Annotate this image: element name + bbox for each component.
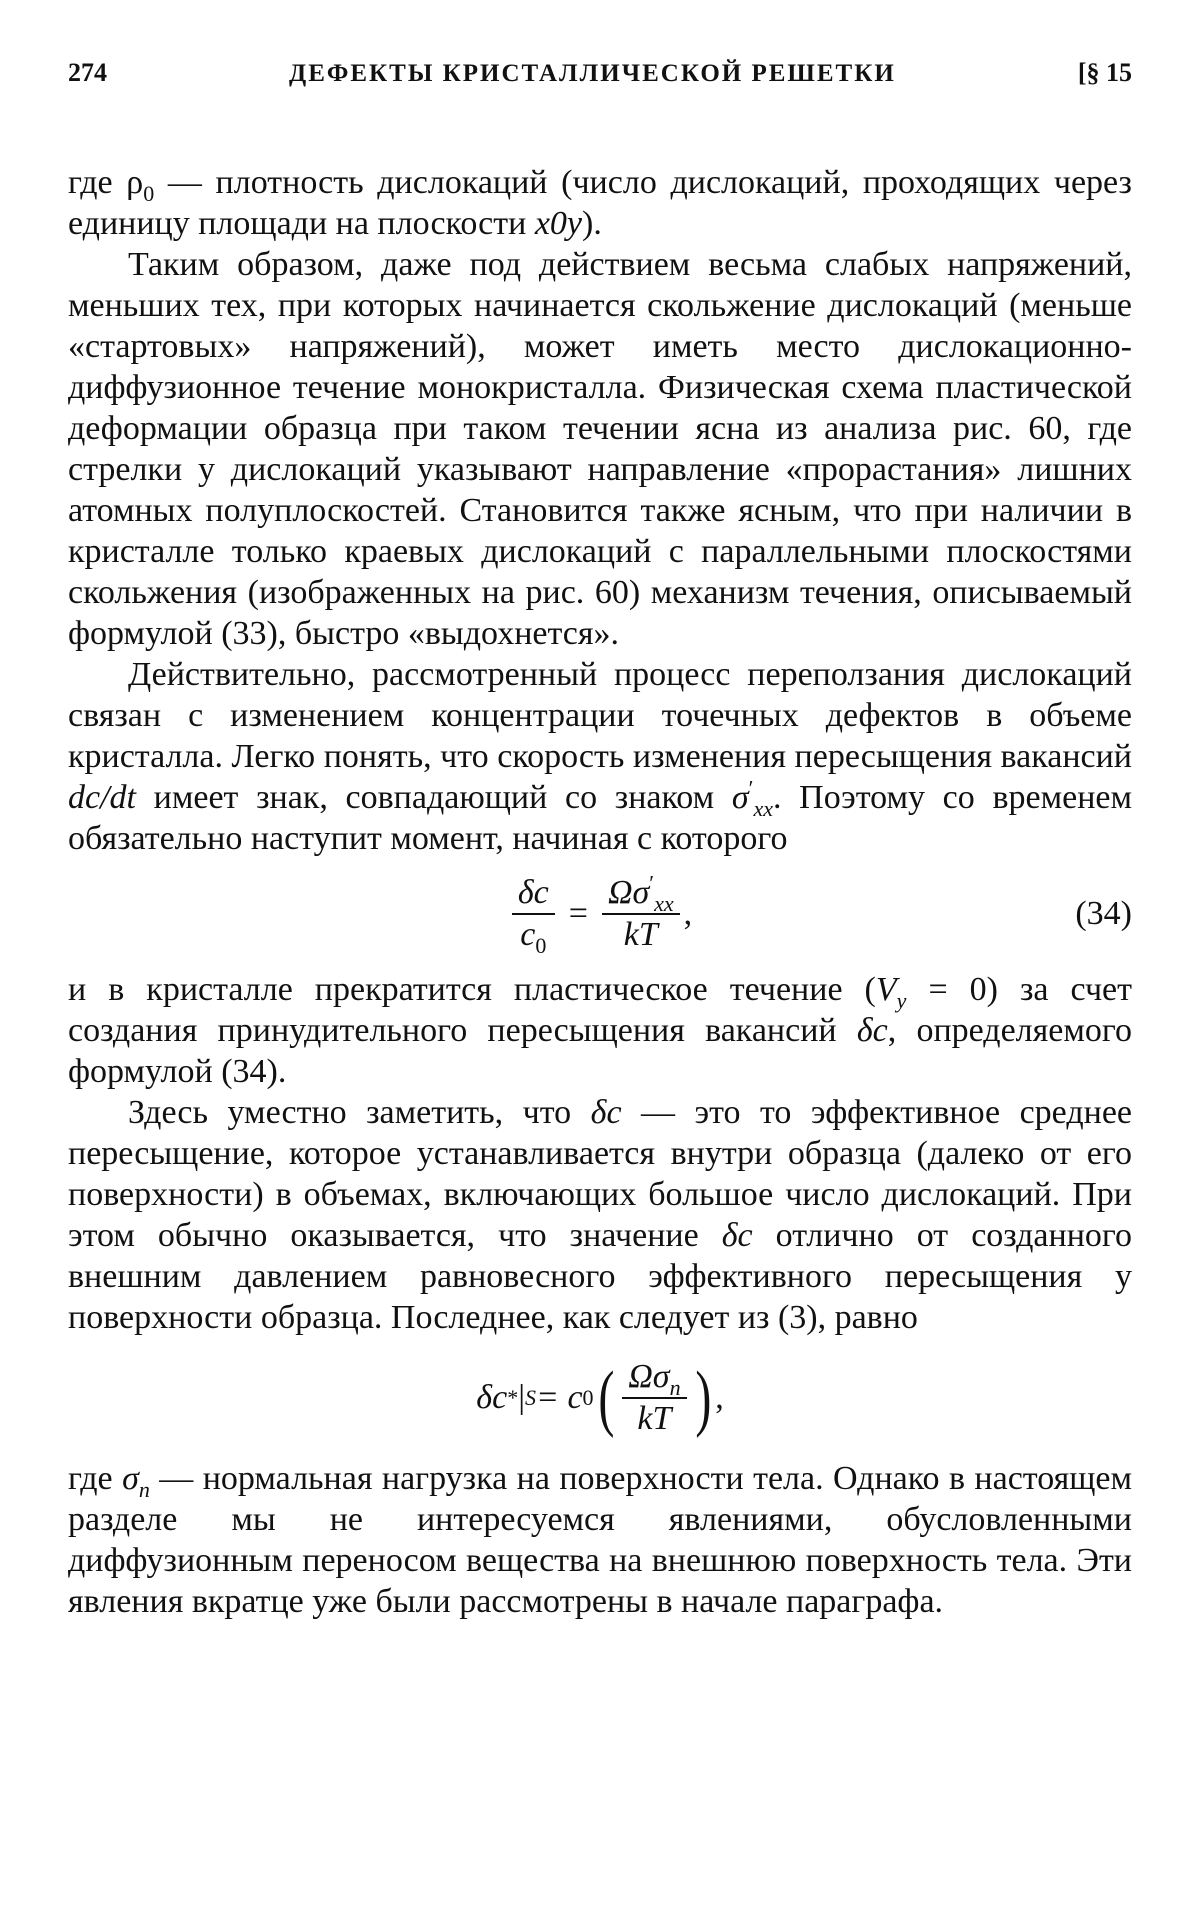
lhs-denominator-sub: 0 (535, 932, 547, 958)
surface-bar: | (518, 1379, 525, 1416)
rho-subscript: 0 (143, 180, 155, 206)
equation-number: (34) (1075, 895, 1132, 932)
surface-fraction (622, 1359, 686, 1437)
equation-surface: δc * | S = c 0 ( $\frac{\Omega\sigma_n}{kT}$ ) , (476, 1357, 724, 1439)
paragraph-6 (68, 1458, 1132, 1622)
delta-c-symbol: δc (721, 1217, 753, 1254)
velocity-symbol: V (875, 971, 897, 1008)
sigma-n-subscript: n (138, 1476, 150, 1502)
paragraph-2: Таким образом, даже под действием весьма слабых напряжений, меньших тех, при которых начинается скольжение дислокаций (меньше «стартовых» напряжений), может иметь место дислокационно-диффузионное течение монокристалла. Физическая схема пластической деформации образца при таком течении ясна из анализа рис. 60, где стрелки у дислокаций указывают направление «прорастания» лишних атомных полуплоскостей. Становится также ясным, что при наличии в кристалле только краевых дислокаций с параллельными плоскостями скольжения (изображенных на рис. 60) механизм течения, описываемый формулой (33), быстро «выдохнется». (68, 246, 1132, 652)
rho-symbol: ρ (126, 164, 144, 201)
text-span: — нормальная нагрузка на поверхности тела. Однако в настоящем разделе мы не интересуемся явлениями, обусловленными диффузионным переносом вещества на внешнюю поверхность тела. Эти явления вкратце уже были рассмотрены в начале параграфа. (68, 1460, 1132, 1620)
equation-34-rhs (602, 870, 680, 953)
delta-c-symbol: δc (856, 1012, 888, 1049)
text-span: и в кристалле прекратится пластическое течение ( (68, 971, 876, 1008)
text-span: за счет создания принудительного пересыщения вакансий (68, 971, 1132, 1049)
text-span: ). (582, 205, 602, 242)
rhs-numerator: Ωσ (607, 874, 650, 911)
dcdt-symbol: dc/dt (68, 779, 136, 816)
section-number: [§ 15 (1077, 58, 1132, 87)
text-span: Действительно, рассмотренный процесс переползания дислокаций связан с изменением концентрации точечных дефектов в объеме кристалла. Легко понять, что скорость изменения пересыщения вакансий (68, 656, 1132, 775)
equation-34 (68, 859, 1132, 969)
paragraph-3 (68, 654, 1132, 859)
surface-lhs: δc (476, 1379, 508, 1416)
surface-numerator-sub: n (669, 1374, 681, 1400)
text-span: — плотность дислокаций (число дислокаций, проходящих через единицу площади на плоскости (68, 164, 1132, 242)
velocity-subscript: y (896, 987, 907, 1013)
sigma-prime: ′ (748, 775, 754, 801)
text-span: имеет знак, совпадающий со знаком (135, 779, 732, 816)
rhs-denominator: kT (623, 916, 658, 953)
equation-34-lhs (512, 874, 555, 958)
left-paren: ( (597, 1357, 614, 1439)
sigma-subscript: xx (753, 795, 773, 821)
plane-symbol: x0y (534, 205, 583, 242)
paragraph-4 (68, 969, 1132, 1092)
equation-comma: , (683, 895, 693, 932)
page-number: 274 (68, 58, 107, 87)
right-paren: ) (694, 1357, 711, 1439)
text-span: , определяемого формулой (34). (68, 1012, 1132, 1090)
text-span: . Поэтому со временем обязательно наступит момент, начиная с которого (68, 779, 1133, 857)
surface-comma: , (715, 1379, 724, 1416)
equals-sign: = (568, 895, 588, 932)
text-span: — это то эффективное среднее пересыщение, которое устанавливается внутри образца (далеко от его поверхности) в объемах, включающих большое число дислокаций. При этом обычно оказывается, что значение (68, 1094, 1133, 1254)
delta-c-symbol: δc (590, 1094, 622, 1131)
sigma-n-symbol: σ (122, 1460, 139, 1497)
text-span: где (68, 164, 127, 201)
rhs-subscript: xx (654, 890, 674, 916)
paragraph-5 (68, 1092, 1132, 1338)
body-text (68, 162, 1132, 1622)
text-span: где (68, 1460, 123, 1497)
text-span: отлично от созданного внешним давлением равновесного эффективного пересыщения у поверхности образца. Последнее, как следует из (3), равно (68, 1217, 1132, 1336)
surface-denominator: kT (637, 1400, 672, 1437)
text-span: = 0) (906, 971, 998, 1008)
surface-numerator: Ωσ (628, 1358, 670, 1395)
lhs-numerator: δc (512, 875, 555, 915)
paragraph-1 (68, 162, 1132, 244)
text-span: Здесь уместно заметить, что (128, 1094, 591, 1131)
running-head (68, 58, 1132, 98)
lhs-denominator: c (520, 916, 536, 953)
sigma-symbol: σ (731, 779, 749, 816)
running-title: ДЕФЕКТЫ КРИСТАЛЛИЧЕСКОЙ РЕШЕТКИ (289, 60, 896, 87)
rhs-prime: ′ (649, 870, 655, 896)
surface-equals: = c (536, 1379, 583, 1416)
